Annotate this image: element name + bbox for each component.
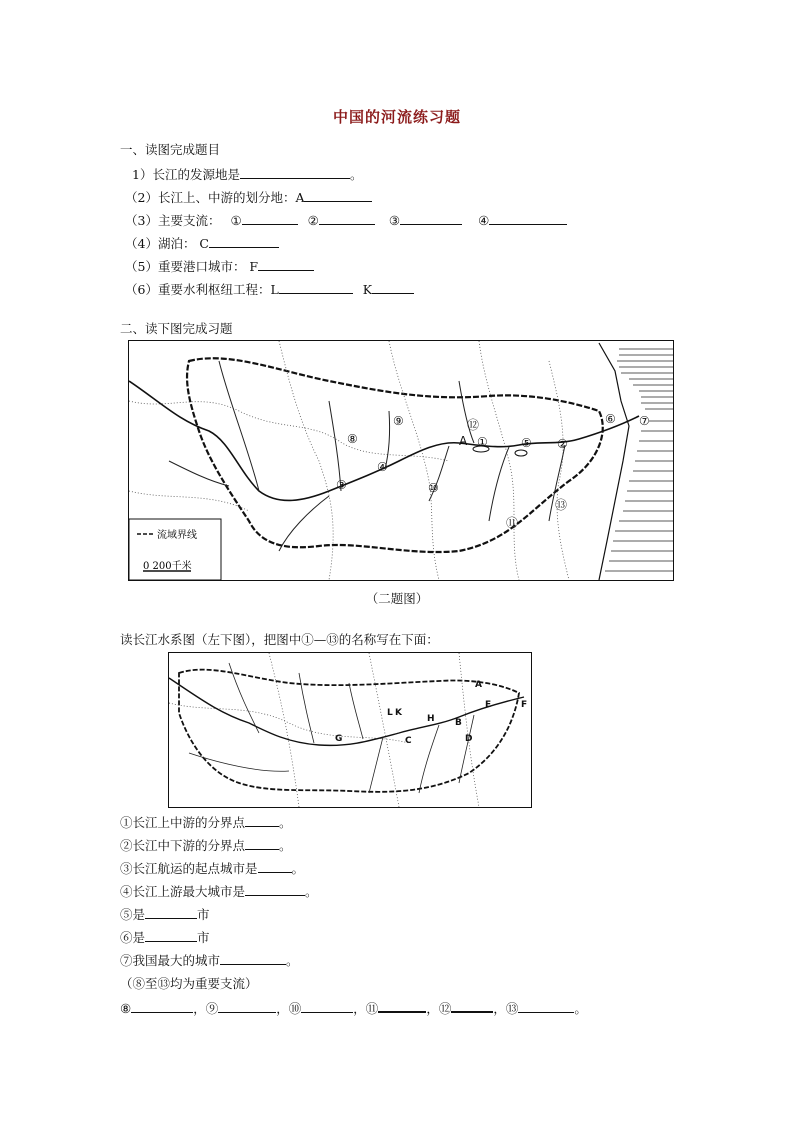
map-number-4: ④	[377, 460, 388, 474]
trib-blank-8[interactable]	[131, 1000, 193, 1013]
map2-letter-g: G	[335, 734, 343, 744]
q3-blank-4[interactable]	[489, 212, 567, 225]
map2-letters	[335, 680, 527, 746]
yangtze-map-1-drawing	[129, 341, 673, 580]
q5-port	[125, 258, 314, 275]
q6-label: （6）重要水利枢纽工程：L	[125, 282, 279, 297]
q3-item-5-end: 市	[197, 907, 210, 922]
trib-mark-8: ⑧	[120, 1001, 132, 1016]
q3-item-6	[120, 929, 210, 946]
q4-lake	[125, 235, 279, 252]
map-number-6: ⑥	[605, 412, 616, 426]
map2-letter-l: L	[387, 708, 393, 718]
trib-blank-12[interactable]	[451, 999, 493, 1013]
q6-blank-l[interactable]	[279, 281, 353, 294]
q3-item-7-blank[interactable]	[220, 952, 286, 965]
q3-blank-3[interactable]	[400, 212, 462, 225]
q3-item-3	[120, 860, 304, 877]
q3-item-1-label: ①长江上中游的分界点	[120, 815, 246, 830]
q3-blank-2[interactable]	[319, 212, 375, 225]
map-number-10: ⑩	[428, 481, 439, 495]
map2-letter-k: K	[395, 708, 402, 718]
q3-item-2-label: ②长江中下游的分界点	[120, 838, 246, 853]
map-number-13: ⑬	[555, 498, 568, 512]
tributary-row: ⑧ ，⑨ ，⑩ ，⑪ ，⑫ ，⑬ 。	[120, 1001, 587, 1016]
q2-blank[interactable]	[304, 189, 372, 202]
map2-letter-f: F	[521, 700, 528, 710]
q2-division	[125, 189, 372, 206]
q3-item-3-end: 。	[291, 861, 305, 876]
q3-item-1-blank[interactable]	[245, 814, 279, 827]
q3-label: （3）主要支流：	[125, 213, 221, 228]
q3-item-3-label: ③长江航运的起点城市是	[120, 861, 258, 876]
trib-blank-13[interactable]	[518, 1000, 574, 1013]
q3-item-2	[120, 837, 292, 854]
trib-mark-10: ⑩	[288, 1001, 302, 1016]
q6-mid: K	[362, 282, 373, 297]
q3-item-5-blank[interactable]	[145, 906, 197, 919]
q3-item-5-label: ⑤是	[120, 907, 146, 922]
map-number-7: ⑦	[639, 414, 650, 428]
map2-letter-d: D	[465, 734, 473, 744]
q3-item-4-label: ④长江上游最大城市是	[120, 884, 246, 899]
q3-mark-4: ④	[478, 213, 490, 228]
q3-item-2-blank[interactable]	[245, 837, 279, 850]
q3-item-6-end: 市	[197, 930, 210, 945]
map-number-8: ⑧	[347, 432, 358, 446]
q3-item-1-end: 。	[279, 815, 292, 830]
q3-mark-1: ①	[230, 213, 242, 228]
map-number-12: ⑫	[467, 418, 480, 432]
page-title: 中国的河流练习题	[332, 108, 461, 126]
trib-blank-9[interactable]	[218, 1000, 276, 1013]
map-number-11: ⑪	[506, 516, 519, 530]
section3-intro: 读长江水系图（左下图），把图中①—⑬的名称写在下面：	[120, 632, 439, 647]
q3-item-7	[120, 952, 299, 969]
q3-mark-3: ③	[388, 213, 401, 228]
trib-blank-10[interactable]	[301, 1000, 353, 1013]
section1-heading: 一、读图完成题目	[120, 142, 221, 157]
legend-label: 流域界线	[157, 530, 197, 541]
map-number-2: ②	[557, 437, 568, 451]
trib-end: 。	[574, 1001, 587, 1016]
trib-mark-13: ⑬	[505, 1001, 519, 1016]
map-number-1: ①	[477, 435, 488, 449]
map2-letter-e: E	[485, 700, 492, 710]
sea-hatching	[605, 349, 673, 571]
yangtze-map-1	[128, 340, 674, 581]
q3-item-3-blank[interactable]	[258, 860, 292, 873]
scale-label: 0 200千米	[143, 561, 192, 572]
q2-label: （2）长江上、中游的划分地：A	[125, 190, 305, 205]
q3-item-4-blank[interactable]	[245, 883, 305, 896]
map-number-9: ⑨	[393, 414, 404, 428]
q3-item-4	[120, 883, 318, 900]
tributary-note: （⑧至⑬均为重要支流）	[120, 976, 258, 991]
q3-tributaries	[125, 212, 567, 229]
q4-label: （4）湖泊： C	[125, 236, 209, 251]
q1-label: 1）长江的发源地是	[132, 167, 240, 182]
map2-letter-h: H	[427, 714, 435, 724]
trib-mark-9: ⑨	[205, 1001, 219, 1016]
q1-blank[interactable]	[240, 166, 350, 179]
q5-label: （5）重要港口城市： F	[125, 259, 259, 274]
q1-source	[132, 166, 362, 183]
q3-item-6-blank[interactable]	[145, 929, 197, 942]
q6-hydro	[125, 281, 414, 298]
q3-item-1	[120, 814, 292, 831]
q3-item-2-end: 。	[279, 838, 292, 853]
q3-item-7-label: ⑦我国最大的城市	[120, 953, 221, 968]
trib-mark-11: ⑪	[365, 1001, 379, 1016]
yangtze-map-2-drawing	[169, 653, 531, 807]
trib-mark-12: ⑫	[438, 1001, 452, 1016]
map-number-5: ⑤	[521, 436, 532, 450]
q3-item-7-end: 。	[286, 953, 299, 968]
q3-blank-1[interactable]	[242, 212, 298, 225]
q3-item-6-label: ⑥是	[120, 930, 146, 945]
map1-caption: （二题图）	[365, 591, 429, 606]
q6-blank-k[interactable]	[372, 281, 414, 294]
map-letter-a: A	[459, 434, 468, 448]
yangtze-map-2	[168, 652, 532, 808]
q3-item-5	[120, 906, 210, 923]
map2-letter-b: B	[455, 718, 462, 728]
section2-heading: 二、读下图完成习题	[120, 321, 233, 336]
map2-letter-c: C	[405, 736, 412, 746]
q4-blank[interactable]	[209, 235, 279, 248]
q3-item-4-end: 。	[305, 884, 318, 899]
trib-blank-11[interactable]	[378, 999, 426, 1013]
q3-mark-2: ②	[307, 213, 319, 228]
map-number-3: ③	[336, 478, 347, 492]
q5-blank[interactable]	[258, 258, 314, 271]
q1-end: 。	[349, 167, 363, 182]
map2-letter-a: A	[475, 680, 482, 690]
